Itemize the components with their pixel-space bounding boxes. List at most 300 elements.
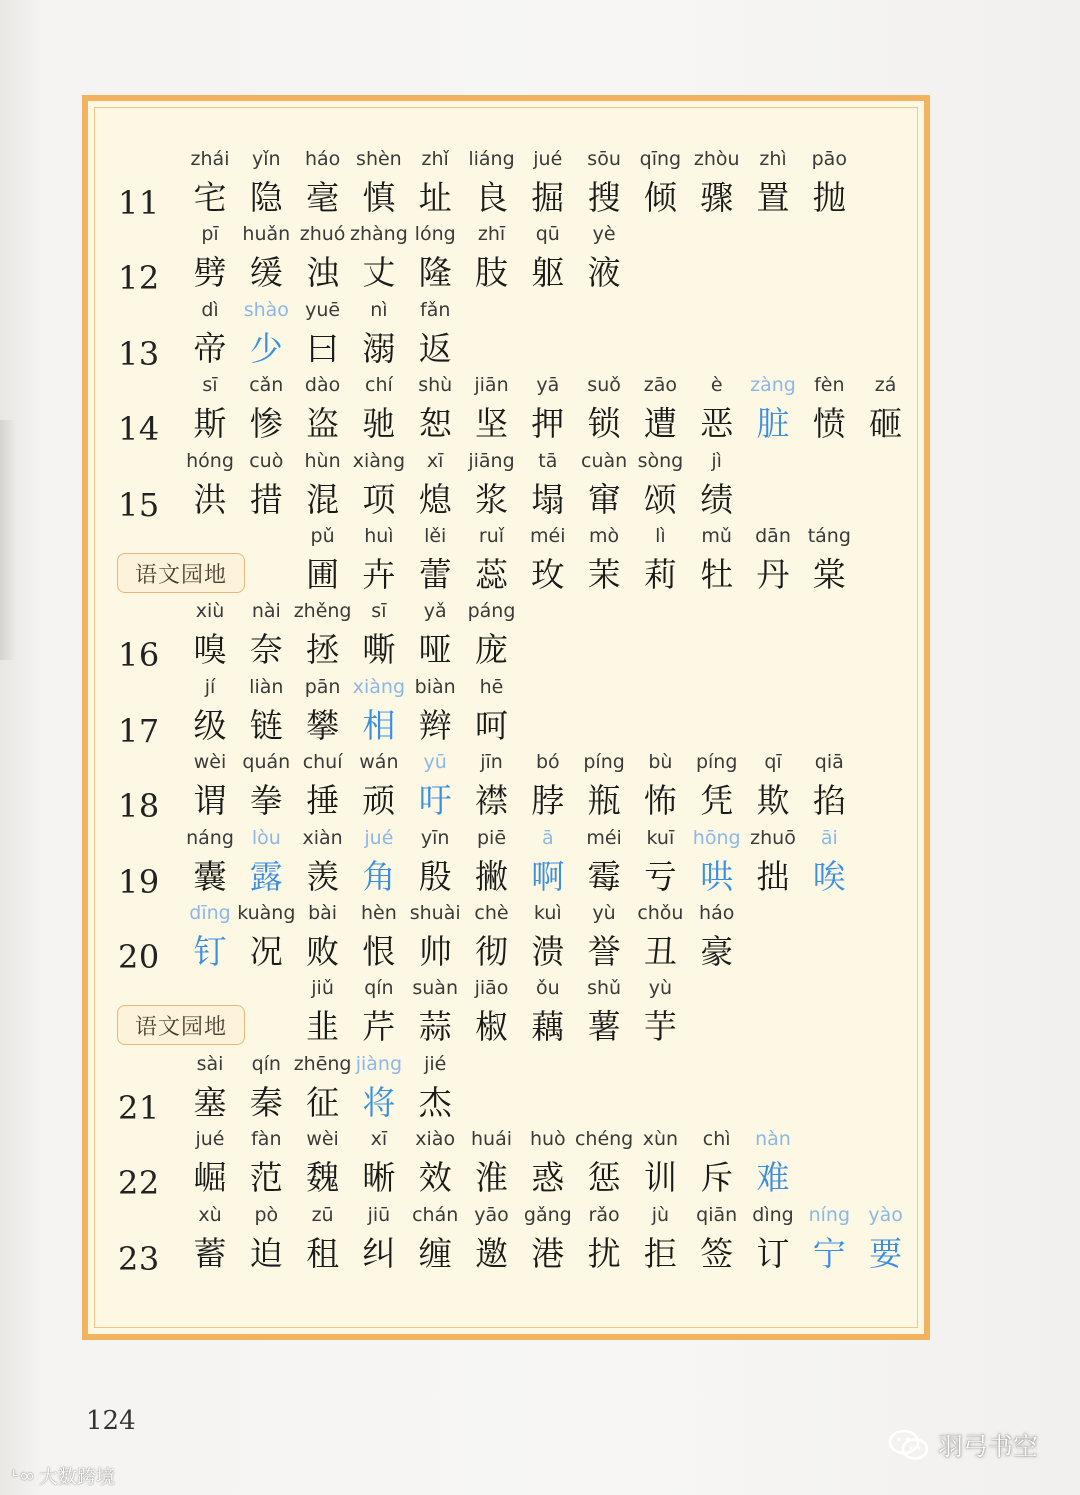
infinity-logo-icon: ᶫ∞ (12, 1464, 35, 1487)
pinyin: zhēng (293, 1052, 352, 1075)
pinyin: zhǐ (421, 148, 449, 170)
hanzi: 劈 (193, 253, 227, 293)
pinyin: kuī (646, 826, 675, 849)
pinyin: hóng (186, 449, 234, 472)
pinyin: chè (474, 902, 509, 924)
hanzi: 难 (756, 1158, 790, 1198)
pinyin: hùn (304, 449, 341, 472)
lesson-number: 21 (118, 1088, 160, 1127)
char-cell (799, 523, 859, 598)
hanzi: 置 (756, 178, 790, 217)
pinyin: dān (755, 525, 791, 547)
hanzi: 盗 (306, 404, 340, 444)
hanzi: 莉 (643, 555, 677, 594)
hanzi: 隐 (249, 178, 283, 217)
hanzi: 嘶 (362, 630, 396, 670)
pinyin: quán (242, 751, 291, 774)
pinyin: sòng (637, 449, 684, 472)
hanzi: 坚 (475, 404, 508, 444)
hanzi: 薯 (587, 1007, 621, 1047)
hanzi: 慎 (362, 178, 396, 217)
char-cell (799, 749, 859, 824)
hanzi: 凭 (700, 781, 734, 821)
pinyin: zhì (759, 148, 787, 170)
hanzi: 斥 (700, 1158, 734, 1198)
hanzi: 卉 (362, 555, 396, 594)
lesson-number: 19 (118, 862, 160, 901)
pinyin: yè (592, 223, 616, 246)
pinyin: tā (538, 449, 558, 472)
hanzi: 辫 (418, 705, 452, 745)
pinyin: āi (820, 826, 838, 849)
pinyin: liáng (468, 148, 515, 170)
pinyin: zhái (190, 148, 230, 170)
hanzi: 棠 (812, 555, 846, 594)
hanzi: 脏 (756, 404, 790, 444)
wechat-icon (888, 1428, 930, 1462)
pinyin: zhòu (693, 148, 740, 170)
pinyin: xiào (415, 1128, 456, 1151)
hanzi: 恕 (418, 404, 452, 444)
pinyin: wèi (306, 1128, 339, 1151)
hanzi: 崛 (193, 1158, 227, 1198)
hanzi: 蓄 (193, 1233, 227, 1273)
pinyin: zhàng (350, 223, 408, 246)
hanzi: 熄 (418, 479, 452, 519)
pinyin: qiān (696, 1203, 738, 1226)
pinyin: jù (651, 1203, 670, 1226)
hanzi: 范 (249, 1158, 283, 1198)
hanzi: 少 (249, 328, 283, 368)
pinyin: chí (365, 374, 393, 397)
hanzi: 蕊 (475, 555, 508, 594)
pinyin: xiàng (352, 449, 406, 472)
pinyin: yù (592, 902, 616, 924)
page-fold-shadow (0, 420, 16, 660)
hanzi: 良 (475, 178, 508, 217)
pinyin: táng (807, 525, 851, 547)
pinyin: chuí (302, 751, 343, 774)
table-row (88, 146, 924, 221)
hanzi: 押 (531, 404, 565, 444)
pinyin: háo (699, 902, 735, 924)
hanzi: 砸 (869, 404, 903, 444)
hanzi: 彻 (475, 932, 508, 971)
pinyin: jí (204, 675, 216, 698)
hanzi: 级 (193, 705, 227, 745)
hanzi: 欺 (756, 781, 790, 821)
pinyin: nàn (755, 1128, 791, 1151)
pinyin: ǒu (535, 977, 560, 1000)
hanzi: 躯 (531, 253, 565, 293)
hanzi: 丈 (362, 253, 396, 293)
hanzi: 塌 (531, 479, 565, 519)
hanzi: 毫 (306, 178, 340, 217)
pinyin: yù (648, 977, 673, 1000)
table-row (88, 1051, 924, 1126)
hanzi: 襟 (475, 781, 508, 821)
table-row (88, 372, 924, 447)
hanzi: 奈 (249, 630, 283, 670)
table-row (88, 825, 924, 900)
lesson-number: 14 (118, 410, 160, 449)
hanzi: 豪 (700, 932, 734, 971)
hanzi: 液 (587, 253, 621, 293)
pinyin: lòu (251, 826, 281, 849)
pinyin: qīng (639, 148, 682, 170)
pinyin: zá (874, 374, 897, 397)
hanzi: 浆 (475, 479, 508, 519)
pinyin: shǔ (587, 977, 622, 1000)
pinyin: huái (470, 1128, 512, 1151)
hanzi: 拯 (306, 630, 340, 670)
hanzi: 订 (756, 1233, 790, 1273)
lesson-number: 12 (118, 259, 160, 298)
polyphone-char-cell (856, 1202, 916, 1277)
hanzi: 茉 (587, 555, 621, 594)
pinyin: rǎo (588, 1203, 620, 1226)
pinyin: biàn (414, 675, 456, 698)
pinyin: jiàng (355, 1052, 403, 1075)
pinyin: fàn (251, 1128, 282, 1151)
hanzi: 败 (306, 932, 340, 971)
hanzi: 将 (362, 1082, 396, 1122)
pinyin: hōng (692, 826, 741, 849)
pinyin: jiǔ (311, 977, 334, 1000)
char-cell (405, 1051, 465, 1126)
pinyin: huì (364, 525, 394, 547)
pinyin: lóng (414, 223, 456, 246)
hanzi: 愤 (812, 404, 846, 444)
pinyin: zhuó (299, 223, 346, 246)
hanzi: 椒 (475, 1007, 508, 1047)
pinyin: méi (586, 826, 622, 849)
pinyin: zàng (750, 374, 796, 397)
table-row (88, 900, 924, 975)
hanzi: 窜 (587, 479, 621, 519)
pinyin: shào (243, 298, 289, 321)
pinyin: chéng (574, 1128, 634, 1151)
hanzi: 拒 (643, 1233, 677, 1273)
pinyin: ā (541, 826, 554, 849)
pinyin: xùn (642, 1128, 679, 1151)
pinyin: pī (201, 223, 219, 246)
watermark-left-text: 大数跨境 (38, 1466, 115, 1488)
hanzi: 扰 (587, 1233, 621, 1273)
lesson-number: 11 (118, 184, 160, 222)
pinyin: píng (583, 751, 625, 774)
hanzi: 惩 (587, 1158, 621, 1198)
hanzi: 址 (418, 178, 452, 217)
hanzi: 圃 (306, 555, 340, 594)
hanzi: 返 (418, 328, 452, 368)
hanzi: 丑 (643, 932, 677, 971)
hanzi: 征 (306, 1082, 340, 1122)
pinyin: wán (359, 751, 399, 774)
pinyin: shù (418, 374, 453, 397)
watermark-left (12, 1462, 115, 1489)
hanzi: 斯 (193, 404, 227, 444)
char-cell (687, 448, 747, 523)
pinyin: huǎn (242, 223, 291, 246)
hanzi: 绩 (700, 479, 734, 519)
hanzi: 谓 (193, 781, 227, 821)
table-row (88, 598, 924, 673)
pinyin: zū (311, 1203, 334, 1226)
hanzi: 签 (700, 1233, 734, 1273)
hanzi: 霉 (587, 856, 621, 896)
pinyin: liàn (249, 675, 284, 698)
pinyin: zhěng (293, 600, 352, 623)
char-cell (405, 297, 465, 372)
pinyin: nì (370, 298, 388, 321)
pinyin: xiàn (302, 826, 343, 849)
hanzi: 港 (531, 1233, 565, 1273)
char-cell (799, 146, 859, 221)
pinyin: jiāo (474, 977, 509, 1000)
hanzi: 玫 (531, 555, 565, 594)
hanzi: 锁 (587, 404, 621, 444)
hanzi: 塞 (193, 1082, 227, 1122)
hanzi: 恨 (362, 932, 396, 971)
lesson-number: 16 (118, 636, 160, 675)
pinyin: mò (589, 525, 620, 547)
pinyin: pǔ (310, 525, 335, 547)
char-cell (630, 975, 690, 1050)
hanzi: 藕 (531, 1007, 565, 1047)
pinyin: náng (186, 826, 234, 849)
hanzi: 唉 (812, 856, 846, 896)
table-row (88, 749, 924, 824)
hanzi: 洪 (193, 479, 227, 519)
pinyin: shuài (409, 902, 461, 924)
character-table-frame (82, 95, 930, 1340)
hanzi: 措 (249, 479, 283, 519)
hanzi: 捶 (306, 781, 340, 821)
hanzi: 呵 (475, 705, 508, 745)
hanzi: 隆 (418, 253, 452, 293)
hanzi: 掐 (812, 781, 846, 821)
pinyin: bó (535, 751, 560, 774)
hanzi: 缓 (249, 253, 283, 293)
hanzi: 相 (362, 705, 396, 745)
pinyin: è (710, 374, 723, 397)
hanzi: 肢 (475, 253, 508, 293)
hanzi: 混 (306, 479, 340, 519)
hanzi: 羡 (306, 856, 340, 896)
pinyin: ruǐ (478, 525, 505, 547)
hanzi: 晰 (362, 1158, 396, 1198)
hanzi: 搜 (587, 178, 621, 217)
hanzi: 蕾 (418, 555, 452, 594)
hanzi: 哑 (418, 630, 452, 670)
hanzi: 露 (249, 856, 283, 896)
hanzi: 浊 (306, 253, 340, 293)
pinyin: cuàn (581, 449, 628, 472)
hanzi: 要 (869, 1233, 903, 1273)
pinyin: xiù (195, 600, 225, 623)
pinyin: yào (868, 1203, 903, 1226)
pinyin: hèn (361, 902, 397, 924)
pinyin: yuē (305, 298, 341, 321)
polyphone-char-cell (799, 825, 859, 900)
table-row (88, 975, 924, 1050)
hanzi: 牡 (700, 555, 734, 594)
hanzi: 租 (306, 1233, 340, 1273)
hanzi: 效 (418, 1158, 452, 1198)
hanzi: 怖 (643, 781, 677, 821)
char-cell (462, 598, 522, 673)
hanzi: 啊 (531, 856, 565, 896)
hanzi: 蒜 (418, 1007, 452, 1047)
lesson-number: 22 (118, 1164, 160, 1203)
hanzi: 倾 (643, 178, 677, 217)
hanzi: 秦 (249, 1082, 283, 1122)
hanzi: 芹 (362, 1007, 396, 1047)
pinyin: jīn (480, 751, 503, 774)
hanzi: 庞 (475, 630, 508, 670)
pinyin: xiàng (352, 675, 406, 698)
hanzi: 撇 (475, 856, 508, 896)
pinyin: kuì (533, 902, 562, 924)
lesson-number: 15 (118, 485, 160, 524)
hanzi: 囊 (193, 856, 227, 896)
pinyin: chǒu (637, 902, 684, 924)
pinyin: páng (467, 600, 516, 623)
pinyin: jié (424, 1052, 447, 1075)
hanzi: 魏 (306, 1158, 340, 1198)
hanzi: 缠 (418, 1233, 452, 1273)
hanzi: 钉 (193, 932, 227, 971)
hanzi: 誉 (587, 932, 621, 971)
pinyin: dīng (189, 902, 231, 924)
pinyin: zhī (477, 223, 506, 246)
hanzi: 驰 (362, 404, 396, 444)
table-row (88, 448, 924, 523)
hanzi: 顽 (362, 781, 396, 821)
pinyin: yā (536, 374, 560, 397)
pinyin: chì (702, 1128, 731, 1151)
hanzi: 脖 (531, 781, 565, 821)
pinyin: qín (364, 977, 394, 1000)
hanzi: 骤 (700, 178, 734, 217)
pinyin: sī (371, 600, 387, 623)
pinyin: suàn (412, 977, 458, 1000)
pinyin: jué (533, 148, 563, 170)
pinyin: lì (655, 525, 666, 547)
pinyin: xī (370, 1128, 388, 1151)
page-number: 124 (86, 1406, 136, 1436)
pinyin: dào (304, 374, 341, 397)
lesson-number: 17 (118, 711, 160, 750)
hanzi: 溃 (531, 932, 565, 971)
hanzi: 况 (249, 932, 283, 971)
hanzi: 链 (249, 705, 283, 745)
hanzi: 芋 (643, 1007, 677, 1047)
hanzi: 亏 (643, 856, 677, 896)
hanzi: 宅 (193, 178, 227, 217)
pinyin: nài (251, 600, 281, 623)
hanzi: 曰 (306, 328, 340, 368)
hanzi: 吁 (418, 781, 452, 821)
table-row (88, 1126, 924, 1201)
pinyin: pāo (811, 148, 847, 170)
pinyin: yū (423, 751, 447, 774)
hanzi: 惨 (249, 404, 283, 444)
pinyin: xī (426, 449, 444, 472)
pinyin: jué (195, 1128, 225, 1151)
pinyin: cuò (249, 449, 284, 472)
hanzi: 迫 (249, 1233, 283, 1273)
hanzi: 遭 (643, 404, 677, 444)
hanzi: 纠 (362, 1233, 396, 1273)
pinyin: háo (304, 148, 341, 170)
pinyin: zhuō (750, 826, 796, 849)
hanzi: 淮 (475, 1158, 508, 1198)
pinyin: méi (530, 525, 566, 547)
hanzi: 丹 (756, 555, 790, 594)
char-cell (462, 674, 522, 749)
lesson-number: 23 (118, 1239, 160, 1278)
pinyin: yīn (420, 826, 450, 849)
pinyin: sī (202, 374, 218, 397)
pinyin: sōu (587, 148, 621, 170)
pinyin: zāo (643, 374, 678, 397)
pinyin: níng (808, 1203, 851, 1226)
pinyin: jì (711, 449, 722, 472)
pinyin: suǒ (587, 374, 621, 397)
hanzi: 哄 (700, 856, 734, 896)
pinyin: hē (479, 675, 504, 698)
pinyin: fǎn (420, 298, 451, 321)
pinyin: gǎng (523, 1203, 572, 1226)
pinyin: jiū (367, 1203, 391, 1226)
pinyin: píng (695, 751, 738, 774)
char-cell (687, 900, 747, 975)
hanzi: 攀 (306, 705, 340, 745)
pinyin: yǎ (423, 600, 447, 623)
pinyin: dì (201, 298, 219, 321)
hanzi: 角 (362, 856, 396, 896)
pinyin: sài (196, 1052, 224, 1075)
pinyin: chán (412, 1203, 459, 1226)
hanzi: 惑 (531, 1158, 565, 1198)
hanzi: 帝 (193, 328, 227, 368)
pinyin: jué (364, 826, 394, 849)
pinyin: shèn (356, 148, 402, 170)
hanzi: 韭 (306, 1007, 340, 1047)
table-row (88, 297, 924, 372)
hanzi: 溺 (362, 328, 396, 368)
char-cell (574, 221, 634, 296)
hanzi: 项 (362, 479, 396, 519)
pinyin: huò (529, 1128, 566, 1151)
pinyin: mǔ (701, 525, 732, 547)
hanzi: 殷 (418, 856, 452, 896)
hanzi: 宁 (812, 1233, 846, 1273)
pinyin: yǐn (252, 148, 281, 170)
hanzi: 邀 (475, 1233, 508, 1273)
pinyin: fèn (814, 374, 845, 397)
hanzi: 抛 (812, 178, 846, 217)
lesson-number: 13 (118, 334, 160, 373)
pinyin: jiāng (468, 449, 515, 472)
hanzi: 嗅 (193, 630, 227, 670)
pinyin: piē (476, 826, 507, 849)
pinyin: dìng (752, 1203, 794, 1226)
chinese-garden-badge: 语文园地 (117, 1005, 245, 1045)
chinese-garden-badge: 语文园地 (117, 553, 245, 593)
